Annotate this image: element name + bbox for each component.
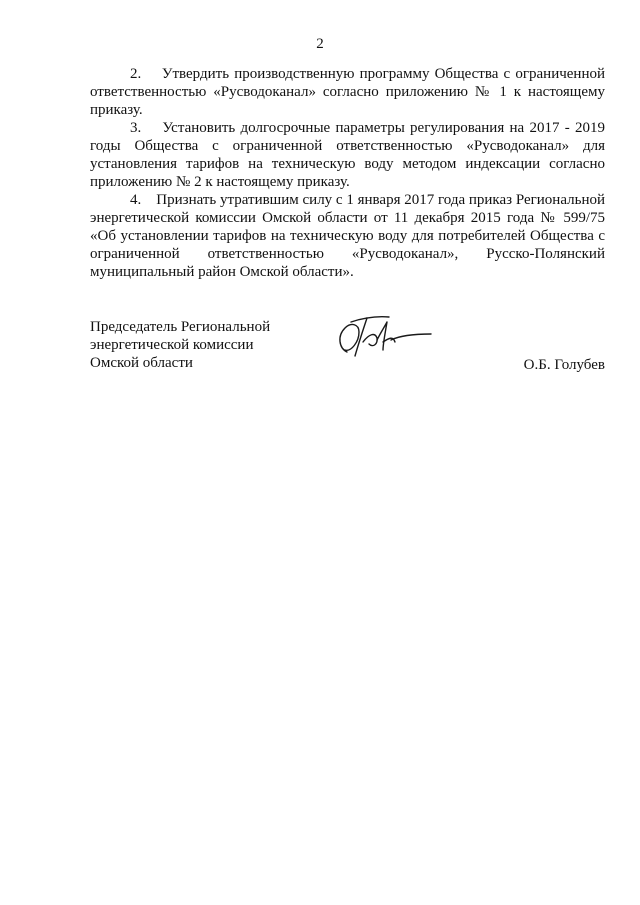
- paragraph-text: Признать утратившим силу с 1 января 2017 года приказ Региональной энергетической комиссии Омской области от 11 декабря 2015 года № 599/75 «Об установлении тарифов на техническую воду для потребителей Общества с ограниченной ответственностью «Русводоканал», Русско-Полянский муниципальный район Омской области».: [90, 192, 606, 280]
- handwritten-signature-icon: [333, 312, 433, 358]
- signature-block: [90, 318, 605, 378]
- paragraph-text: Установить долгосрочные параметры регулирования на 2017 - 2019 годы Общества с ограниченной ответственностью «Русводоканал» для установления тарифов на техническую воду методом индексации согласно приложению № 2 к настоящему приказу.: [90, 120, 606, 190]
- signer-name: О.Б. Голубев: [523, 357, 605, 373]
- signer-position-line: Омской области: [90, 355, 193, 371]
- page-number: 2: [316, 36, 324, 52]
- paragraph-number: 3.: [130, 120, 142, 136]
- document-body: [90, 65, 605, 281]
- paragraph-item-2: [90, 65, 605, 119]
- signer-position-line: Председатель Региональной: [90, 319, 271, 335]
- signer-position-line: энергетической комиссии: [90, 337, 254, 353]
- paragraph-item-3: [90, 119, 605, 191]
- paragraph-text: Утвердить производственную программу Общества с ограниченной ответственностью «Русводоканал» согласно приложению № 1 к настоящему приказу.: [90, 66, 606, 118]
- signer-position: [90, 318, 310, 372]
- paragraph-number: 2.: [130, 66, 142, 82]
- paragraph-item-4: [90, 191, 605, 281]
- paragraph-number: 4.: [130, 192, 142, 208]
